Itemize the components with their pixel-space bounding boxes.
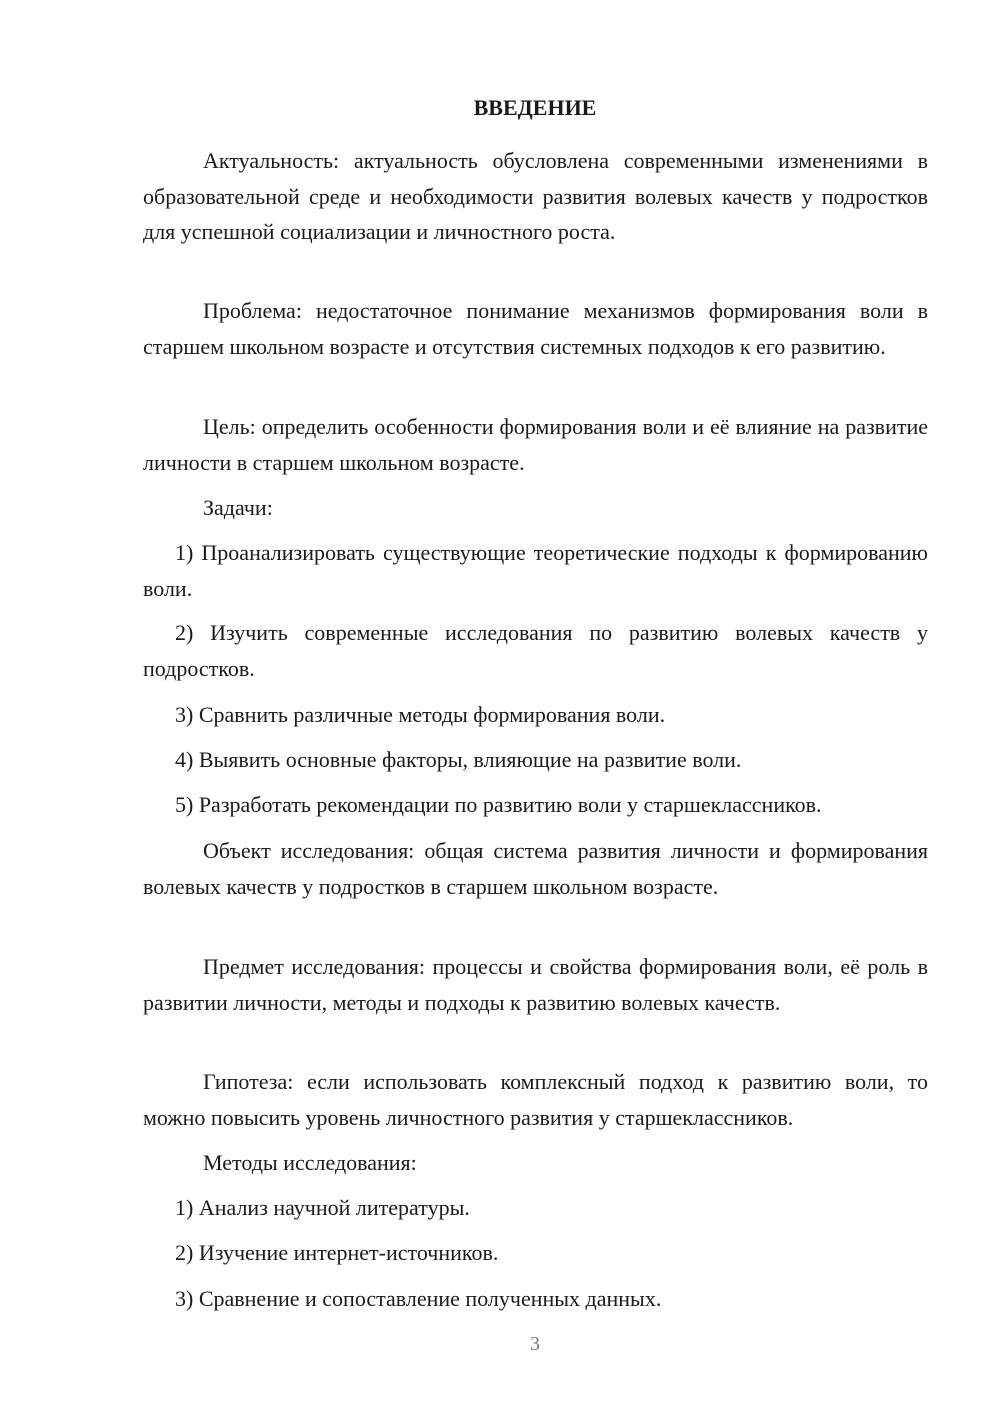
task-item: 5) Разработать рекомендации по развитию воли у старшеклассников. <box>175 792 822 817</box>
method-item: 2) Изучение интернет-источников. <box>175 1240 499 1265</box>
method-item: 1) Анализ научной литературы. <box>175 1195 470 1220</box>
goal-paragraph: Цель: определить особенности формирования воли и её влияние на развитие личности в старшем школьном возрасте. <box>143 414 928 475</box>
task-item: 2) Изучить современные исследования по развитию волевых качеств у подростков. <box>143 620 928 681</box>
task-item: 3) Сравнить различные методы формирования воли. <box>175 702 666 727</box>
problem-paragraph: Проблема: недостаточное понимание механизмов формирования воли в старшем школьном возрасте и отсутствия системных подходов к его развитию. <box>143 298 928 359</box>
subject-paragraph: Предмет исследования: процессы и свойства формирования воли, её роль в развитии личности, методы и подходы к развитию волевых качеств. <box>143 954 928 1015</box>
object-paragraph: Объект исследования: общая система развития личности и формирования волевых качеств у подростков в старшем школьном возрасте. <box>143 838 928 899</box>
task-item: 4) Выявить основные факторы, влияющие на развитие воли. <box>175 747 742 772</box>
page-number: 3 <box>530 1333 540 1355</box>
page-title: ВВЕДЕНИЕ <box>473 95 597 120</box>
tasks-heading: Задачи: <box>203 495 273 520</box>
hypothesis-paragraph: Гипотеза: если использовать комплексный подход к развитию воли, то можно повысить уровень личностного развития у старшеклассников. <box>143 1069 928 1130</box>
actuality-paragraph: Актуальность: актуальность обусловлена современными изменениями в образовательной среде и необходимости развития волевых качеств у подростков для успешной социализации и личностного роста. <box>143 148 928 244</box>
method-item: 3) Сравнение и сопоставление полученных данных. <box>175 1286 662 1311</box>
task-item: 1) Проанализировать существующие теоретические подходы к формированию воли. <box>143 540 928 601</box>
methods-heading: Методы исследования: <box>203 1150 417 1175</box>
